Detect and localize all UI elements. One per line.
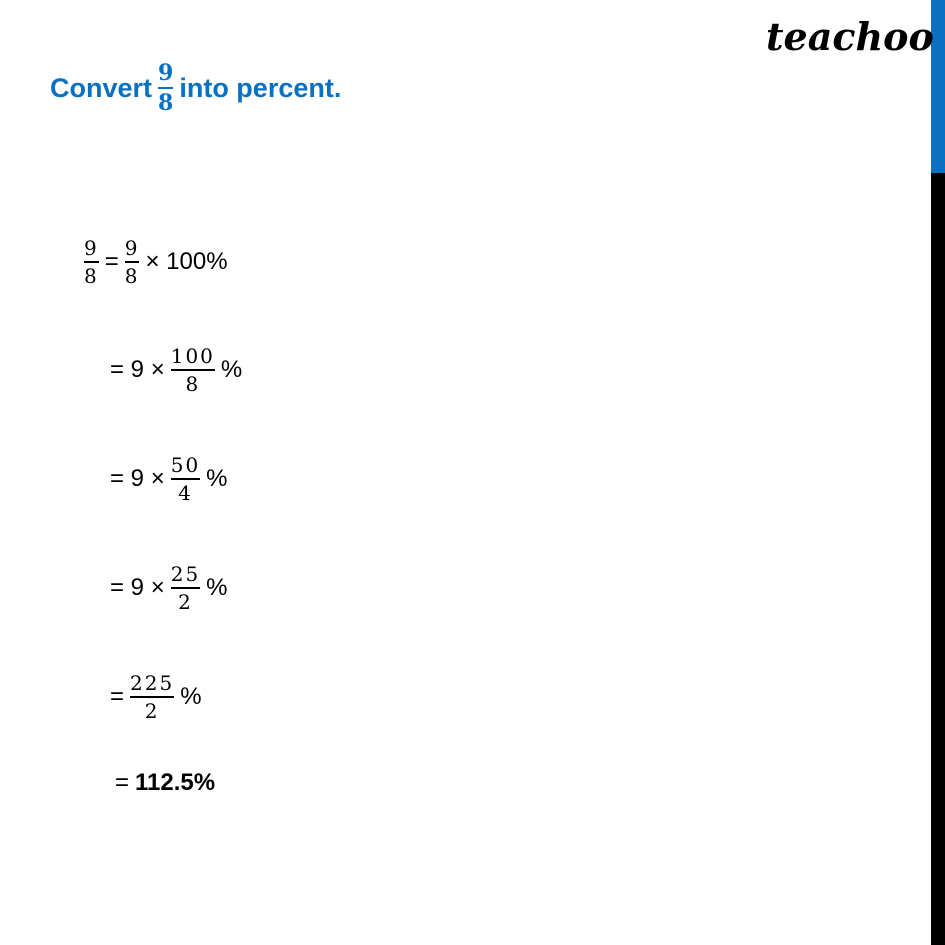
final-answer: 112.5% [135,769,216,796]
fraction-bar [130,696,174,698]
step1-lhs-fraction [84,238,99,286]
step4-head: = 9 × [110,573,165,601]
step2-head: = 9 × [110,355,165,383]
solution-step-2 [110,346,242,394]
step2-fraction [171,346,215,394]
solution-step-4 [110,564,228,612]
solution-step-3 [110,455,228,503]
solution-step-6 [115,769,215,797]
step4-fraction [171,564,200,612]
solution-step-1 [84,238,228,286]
fraction-denominator: 2 [144,698,160,723]
fraction-numerator: 100 [170,344,215,368]
fraction-denominator: 8 [124,263,140,288]
step3-tail: % [206,464,228,492]
question-fraction [158,62,173,114]
question-prefix: Convert [50,72,153,103]
solution-step-5 [110,673,202,721]
step5-tail: % [180,682,202,710]
step5-head: = [110,682,125,710]
fraction-numerator: 225 [130,671,175,695]
step3-fraction [171,455,200,503]
fraction-denominator: 8 [158,90,174,116]
teachoo-logo: teachoo [766,14,934,59]
fraction-denominator: 8 [185,371,201,396]
step1-rhs-fraction [125,238,140,286]
step3-head: = 9 × [110,464,165,492]
fraction-numerator: 9 [158,60,174,86]
question-title [50,62,341,114]
fraction-numerator: 50 [170,453,201,477]
fraction-bar [84,261,99,263]
step6-head: = [115,769,130,796]
step5-fraction [130,673,174,721]
fraction-numerator: 9 [124,236,140,260]
step4-tail: % [206,573,228,601]
fraction-bar [125,261,140,263]
fraction-bar [171,478,200,480]
fraction-denominator: 2 [178,589,193,614]
fraction-denominator: 4 [178,480,193,505]
sidebar-dark-bar [931,173,945,945]
equals-sign: = [104,247,119,275]
fraction-bar [171,587,200,589]
step1-tail: × 100% [145,247,228,275]
fraction-numerator: 9 [84,236,99,260]
fraction-bar [171,369,215,371]
step2-tail: % [220,355,243,383]
fraction-denominator: 8 [84,263,99,288]
fraction-bar [158,87,173,89]
question-suffix: into percent. [179,72,342,103]
fraction-numerator: 25 [170,562,201,586]
